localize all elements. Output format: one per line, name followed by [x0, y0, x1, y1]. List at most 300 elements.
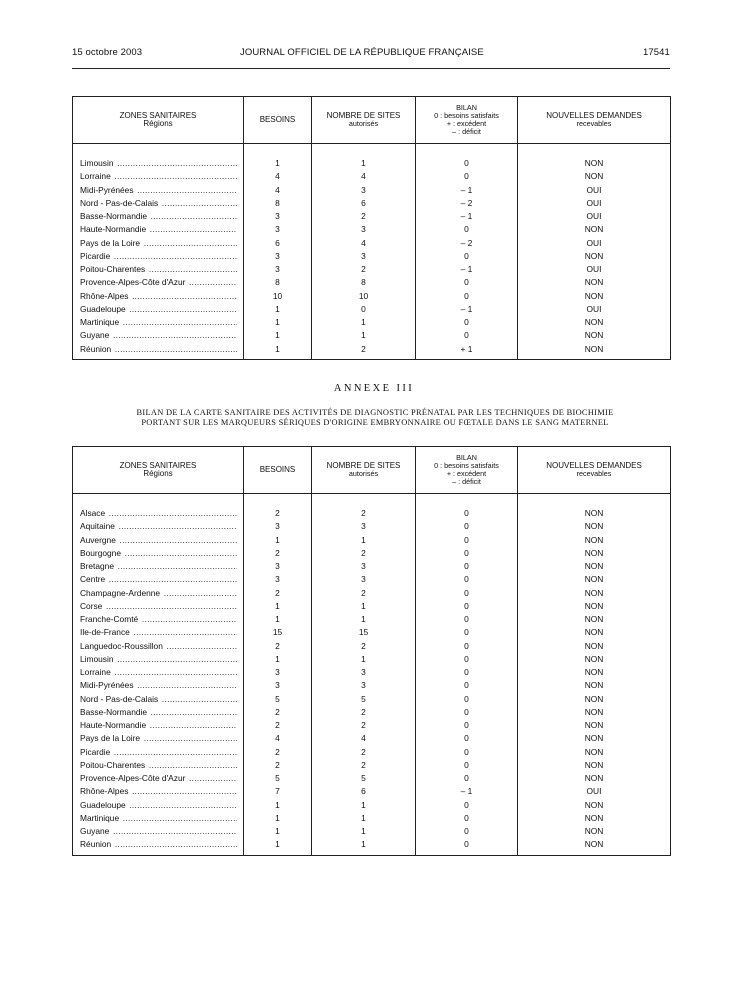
- sites-cell: 1: [312, 613, 416, 626]
- demandes-cell: NON: [518, 223, 671, 236]
- sites-cell: 3: [312, 560, 416, 573]
- besoins-cell: 3: [244, 223, 312, 236]
- demandes-cell: NON: [518, 799, 671, 812]
- region-leader: [80, 812, 237, 825]
- besoins-cell: 15: [244, 626, 312, 639]
- spacer-cell: [416, 144, 518, 158]
- sites-cell: 2: [312, 210, 416, 223]
- spacer-cell: [312, 356, 416, 360]
- demandes-cell: NON: [518, 706, 671, 719]
- demandes-cell: NON: [518, 759, 671, 772]
- spacer-cell: [73, 852, 244, 856]
- table-row: [73, 303, 671, 316]
- region-leader: [80, 838, 237, 851]
- demandes-cell: NON: [518, 573, 671, 586]
- region-cell: [73, 640, 244, 653]
- region-name: Nord - Pas-de-Calais: [80, 197, 159, 208]
- besoins-cell: 2: [244, 587, 312, 600]
- spacer-row: [73, 356, 671, 360]
- bilan-cell: 0: [416, 653, 518, 666]
- region-name: Réunion: [80, 343, 112, 354]
- region-name: Limousin: [80, 653, 114, 664]
- demandes-cell: OUI: [518, 263, 671, 276]
- bilan-cell: 0: [416, 223, 518, 236]
- besoins-cell: 8: [244, 276, 312, 289]
- table-row: [73, 693, 671, 706]
- demandes-cell: NON: [518, 666, 671, 679]
- spacer-cell: [73, 356, 244, 360]
- region-leader: [80, 276, 237, 289]
- bilan-cell: 0: [416, 560, 518, 573]
- spacer-cell: [73, 494, 244, 508]
- sites-cell: 3: [312, 679, 416, 692]
- sites-cell: 0: [312, 303, 416, 316]
- region-name: Nord - Pas-de-Calais: [80, 693, 159, 704]
- region-leader: [80, 329, 237, 342]
- region-name: Aquitaine: [80, 521, 115, 532]
- sites-cell: 6: [312, 197, 416, 210]
- besoins-cell: 4: [244, 184, 312, 197]
- bilan-cell: 0: [416, 290, 518, 303]
- region-cell: [73, 316, 244, 329]
- region-cell: [73, 679, 244, 692]
- bilan-cell: + 1: [416, 343, 518, 356]
- col-header-bilan-line2: 0 : besoins satisfaits: [434, 461, 499, 470]
- demandes-cell: NON: [518, 613, 671, 626]
- spacer-cell: [312, 494, 416, 508]
- region-cell: [73, 534, 244, 547]
- col-header-zones: [73, 97, 244, 144]
- demandes-cell: NON: [518, 587, 671, 600]
- table-row: [73, 613, 671, 626]
- sites-cell: 1: [312, 799, 416, 812]
- bilan-cell: – 1: [416, 184, 518, 197]
- demandes-cell: NON: [518, 290, 671, 303]
- besoins-cell: 6: [244, 237, 312, 250]
- sites-cell: 3: [312, 250, 416, 263]
- besoins-cell: 1: [244, 613, 312, 626]
- demandes-cell: NON: [518, 653, 671, 666]
- table-row: [73, 653, 671, 666]
- bilan-cell: 0: [416, 329, 518, 342]
- region-leader: [80, 746, 237, 759]
- col-header-demandes-line1: NOUVELLES DEMANDES: [546, 111, 642, 120]
- col-header-bilan-line4: – : déficit: [452, 477, 481, 486]
- table-bilan-1: [72, 96, 671, 360]
- region-name: Haute-Normandie: [80, 720, 147, 730]
- bilan-cell: 0: [416, 534, 518, 547]
- annex-title: ANNEXE III: [333, 383, 415, 394]
- col-header-demandes: [518, 97, 671, 144]
- region-cell: [73, 184, 244, 197]
- bilan-cell: 0: [416, 719, 518, 732]
- bilan-cell: 0: [416, 759, 518, 772]
- besoins-cell: 1: [244, 303, 312, 316]
- table-bilan-annexe-3: [72, 446, 671, 856]
- col-header-sites-line2: autorisés: [348, 469, 379, 478]
- sites-cell: 1: [312, 653, 416, 666]
- region-leader: [80, 600, 237, 613]
- region-name: Guadeloupe: [80, 303, 126, 314]
- region-leader: [80, 250, 237, 263]
- sites-cell: 4: [312, 732, 416, 745]
- sites-cell: 1: [312, 329, 416, 342]
- demandes-cell: NON: [518, 276, 671, 289]
- bilan-cell: – 1: [416, 263, 518, 276]
- region-cell: [73, 573, 244, 586]
- region-leader: [80, 507, 237, 520]
- table-row: [73, 316, 671, 329]
- bilan-cell: – 1: [416, 210, 518, 223]
- region-leader: [80, 210, 237, 223]
- region-leader: [80, 587, 237, 600]
- demandes-cell: NON: [518, 316, 671, 329]
- col-header-zones-line1: ZONES SANITAIRES: [119, 461, 197, 470]
- bilan-cell: 0: [416, 600, 518, 613]
- table-row: [73, 666, 671, 679]
- region-name: Basse-Normandie: [80, 706, 148, 717]
- region-name: Pays de la Loire: [80, 237, 141, 248]
- table-row: [73, 534, 671, 547]
- region-cell: [73, 329, 244, 342]
- demandes-cell: OUI: [518, 210, 671, 223]
- demandes-cell: OUI: [518, 237, 671, 250]
- spacer-cell: [244, 494, 312, 508]
- sites-cell: 1: [312, 838, 416, 851]
- col-header-bilan: [416, 447, 518, 494]
- col-header-bilan-line4: – : déficit: [452, 127, 481, 136]
- region-name: Languedoc-Roussillon: [80, 640, 163, 651]
- besoins-cell: 1: [244, 812, 312, 825]
- bilan-cell: 0: [416, 693, 518, 706]
- region-cell: [73, 587, 244, 600]
- region-name: Midi-Pyrénées: [80, 184, 134, 195]
- region-leader: [80, 520, 237, 533]
- bilan-cell: – 1: [416, 785, 518, 798]
- region-leader: [80, 772, 237, 785]
- besoins-cell: 5: [244, 693, 312, 706]
- sites-cell: 2: [312, 746, 416, 759]
- region-name: Martinique: [80, 812, 120, 823]
- col-header-zones-line1: ZONES SANITAIRES: [119, 111, 197, 120]
- besoins-cell: 3: [244, 560, 312, 573]
- table-row: [73, 290, 671, 303]
- region-name: Guyane: [80, 826, 110, 836]
- demandes-cell: NON: [518, 812, 671, 825]
- sites-cell: 1: [312, 316, 416, 329]
- region-cell: [73, 290, 244, 303]
- region-leader: [80, 759, 237, 772]
- col-header-sites-line2: autorisés: [348, 119, 379, 128]
- region-name: Bretagne: [80, 561, 114, 571]
- spacer-cell: [416, 356, 518, 360]
- besoins-cell: 4: [244, 732, 312, 745]
- table-row: [73, 329, 671, 342]
- besoins-cell: 2: [244, 706, 312, 719]
- region-leader: [80, 534, 237, 547]
- besoins-cell: 2: [244, 640, 312, 653]
- table-body: [73, 494, 671, 856]
- sites-cell: 2: [312, 343, 416, 356]
- sites-cell: 2: [312, 507, 416, 520]
- region-name: Provence-Alpes-Côte d'Azur: [80, 277, 186, 288]
- spacer-cell: [244, 852, 312, 856]
- table-header: [73, 447, 671, 494]
- region-cell: [73, 613, 244, 626]
- bilan-cell: 0: [416, 587, 518, 600]
- region-name: Martinique: [80, 317, 120, 327]
- region-leader: [80, 170, 237, 183]
- region-leader: [80, 719, 237, 732]
- col-header-demandes-line1: NOUVELLES DEMANDES: [546, 461, 642, 470]
- region-name: Rhône-Alpes: [80, 290, 129, 301]
- sites-cell: 3: [312, 223, 416, 236]
- region-leader: [80, 666, 237, 679]
- table-row: [73, 838, 671, 851]
- besoins-cell: 8: [244, 197, 312, 210]
- besoins-cell: 3: [244, 679, 312, 692]
- region-name: Haute-Normandie: [80, 224, 147, 235]
- spacer-row: [73, 852, 671, 856]
- besoins-cell: 1: [244, 838, 312, 851]
- besoins-cell: 1: [244, 329, 312, 342]
- col-header-besoins: [244, 447, 312, 494]
- sites-cell: 2: [312, 263, 416, 276]
- bilan-cell: 0: [416, 613, 518, 626]
- besoins-cell: 2: [244, 547, 312, 560]
- region-name: Bourgogne: [80, 547, 121, 558]
- region-leader: [80, 693, 237, 706]
- region-cell: [73, 600, 244, 613]
- col-header-bilan-line1: BILAN: [456, 453, 477, 462]
- region-leader: [80, 573, 237, 586]
- spacer-cell: [518, 494, 671, 508]
- table-row: [73, 719, 671, 732]
- region-name: Centre: [80, 574, 106, 585]
- table-row: [73, 157, 671, 170]
- region-cell: [73, 250, 244, 263]
- table-row: [73, 276, 671, 289]
- table-row: [73, 732, 671, 745]
- besoins-cell: 3: [244, 573, 312, 586]
- region-leader: [80, 706, 237, 719]
- region-cell: [73, 732, 244, 745]
- bilan-cell: 0: [416, 746, 518, 759]
- table-row: [73, 746, 671, 759]
- col-header-besoins-label: BESOINS: [259, 115, 296, 124]
- header-page-number: 17541: [643, 47, 670, 58]
- bilan-cell: – 2: [416, 197, 518, 210]
- region-cell: [73, 157, 244, 170]
- demandes-cell: NON: [518, 157, 671, 170]
- demandes-cell: OUI: [518, 303, 671, 316]
- col-header-bilan: [416, 97, 518, 144]
- demandes-cell: NON: [518, 547, 671, 560]
- region-leader: [80, 653, 237, 666]
- region-cell: [73, 276, 244, 289]
- region-cell: [73, 719, 244, 732]
- region-cell: [73, 838, 244, 851]
- region-cell: [73, 343, 244, 356]
- region-cell: [73, 223, 244, 236]
- col-header-besoins: [244, 97, 312, 144]
- region-leader: [80, 184, 237, 197]
- col-header-zones-line2: Régions: [143, 119, 173, 128]
- table-row: [73, 507, 671, 520]
- region-name: Auvergne: [80, 534, 116, 545]
- table-row: [73, 343, 671, 356]
- spacer-cell: [244, 356, 312, 360]
- region-cell: [73, 170, 244, 183]
- bilan-cell: 0: [416, 170, 518, 183]
- besoins-cell: 1: [244, 534, 312, 547]
- besoins-cell: 1: [244, 157, 312, 170]
- bilan-cell: 0: [416, 812, 518, 825]
- table-row: [73, 210, 671, 223]
- demandes-cell: NON: [518, 520, 671, 533]
- col-header-sites: [312, 447, 416, 494]
- sites-cell: 2: [312, 547, 416, 560]
- demandes-cell: NON: [518, 719, 671, 732]
- demandes-cell: NON: [518, 679, 671, 692]
- table-row: [73, 520, 671, 533]
- spacer-cell: [416, 852, 518, 856]
- region-name: Poitou-Charentes: [80, 759, 146, 770]
- region-leader: [80, 237, 237, 250]
- region-name: Limousin: [80, 158, 114, 168]
- bilan-cell: – 2: [416, 237, 518, 250]
- besoins-cell: 3: [244, 520, 312, 533]
- besoins-cell: 1: [244, 799, 312, 812]
- bilan-cell: 0: [416, 547, 518, 560]
- region-name: Réunion: [80, 839, 112, 850]
- sites-cell: 6: [312, 785, 416, 798]
- region-name: Alsace: [80, 508, 106, 518]
- col-header-zones: [73, 447, 244, 494]
- annex-subtitle-line2: PORTANT SUR LES MARQUEURS SÉRIQUES D'ORIGINE EMBRYONNAIRE OU FŒTALE DANS LE SANG MATERNEL: [141, 418, 609, 427]
- besoins-cell: 2: [244, 507, 312, 520]
- region-cell: [73, 759, 244, 772]
- col-header-demandes: [518, 447, 671, 494]
- region-cell: [73, 693, 244, 706]
- sites-cell: 3: [312, 666, 416, 679]
- table-row: [73, 772, 671, 785]
- region-name: Guyane: [80, 330, 110, 341]
- region-cell: [73, 812, 244, 825]
- region-name: Picardie: [80, 250, 111, 261]
- demandes-cell: NON: [518, 640, 671, 653]
- col-header-bilan-line3: + : excédent: [446, 469, 487, 478]
- region-leader: [80, 732, 237, 745]
- region-leader: [80, 303, 237, 316]
- table-row: [73, 197, 671, 210]
- region-cell: [73, 706, 244, 719]
- bilan-cell: 0: [416, 157, 518, 170]
- besoins-cell: 1: [244, 343, 312, 356]
- table-row: [73, 799, 671, 812]
- region-cell: [73, 785, 244, 798]
- demandes-cell: OUI: [518, 184, 671, 197]
- table-row: [73, 825, 671, 838]
- spacer-cell: [312, 144, 416, 158]
- sites-cell: 1: [312, 812, 416, 825]
- spacer-cell: [416, 494, 518, 508]
- region-leader: [80, 785, 237, 798]
- table-body: [73, 144, 671, 360]
- besoins-cell: 3: [244, 210, 312, 223]
- table-row: [73, 600, 671, 613]
- besoins-cell: 4: [244, 170, 312, 183]
- col-header-zones-line2: Régions: [143, 469, 173, 478]
- bilan-cell: 0: [416, 573, 518, 586]
- region-name: Pays de la Loire: [80, 733, 141, 744]
- spacer-cell: [244, 144, 312, 158]
- table-header: [73, 97, 671, 144]
- sites-cell: 4: [312, 237, 416, 250]
- region-cell: [73, 210, 244, 223]
- bilan-cell: 0: [416, 316, 518, 329]
- col-header-besoins-label: BESOINS: [259, 465, 296, 474]
- besoins-cell: 2: [244, 746, 312, 759]
- region-name: Rhône-Alpes: [80, 786, 129, 797]
- region-cell: [73, 626, 244, 639]
- region-name: Guadeloupe: [80, 799, 126, 810]
- bilan-cell: 0: [416, 666, 518, 679]
- bilan-cell: 0: [416, 732, 518, 745]
- region-cell: [73, 653, 244, 666]
- sites-cell: 2: [312, 587, 416, 600]
- besoins-cell: 2: [244, 719, 312, 732]
- sites-cell: 1: [312, 600, 416, 613]
- table-row: [73, 560, 671, 573]
- besoins-cell: 3: [244, 263, 312, 276]
- demandes-cell: OUI: [518, 197, 671, 210]
- region-name: Champagne-Ardenne: [80, 587, 161, 598]
- region-cell: [73, 799, 244, 812]
- spacer-row: [73, 494, 671, 508]
- besoins-cell: 1: [244, 600, 312, 613]
- col-header-demandes-line2: recevables: [576, 119, 612, 128]
- sites-cell: 3: [312, 184, 416, 197]
- besoins-cell: 2: [244, 759, 312, 772]
- bilan-cell: 0: [416, 276, 518, 289]
- demandes-cell: NON: [518, 507, 671, 520]
- demandes-cell: NON: [518, 250, 671, 263]
- besoins-cell: 5: [244, 772, 312, 785]
- region-name: Ile-de-France: [80, 627, 130, 638]
- demandes-cell: NON: [518, 772, 671, 785]
- bilan-cell: 0: [416, 640, 518, 653]
- sites-cell: 1: [312, 534, 416, 547]
- header-date: 15 octobre 2003: [72, 47, 143, 58]
- header-rule: [72, 68, 670, 69]
- col-header-bilan-line3: + : excédent: [446, 119, 487, 128]
- spacer-cell: [518, 144, 671, 158]
- spacer-row: [73, 144, 671, 158]
- region-leader: [80, 613, 237, 626]
- table-row: [73, 587, 671, 600]
- demandes-cell: NON: [518, 329, 671, 342]
- region-leader: [80, 197, 237, 210]
- table-row: [73, 573, 671, 586]
- annex-subtitle-line1: BILAN DE LA CARTE SANITAIRE DES ACTIVITÉS DE DIAGNOSTIC PRÉNATAL PAR LES TECHNIQUES DE BIOCHIMIE: [136, 408, 614, 417]
- region-cell: [73, 237, 244, 250]
- bilan-cell: 0: [416, 626, 518, 639]
- col-header-bilan-line2: 0 : besoins satisfaits: [434, 111, 499, 120]
- table-row: [73, 170, 671, 183]
- region-cell: [73, 303, 244, 316]
- region-cell: [73, 197, 244, 210]
